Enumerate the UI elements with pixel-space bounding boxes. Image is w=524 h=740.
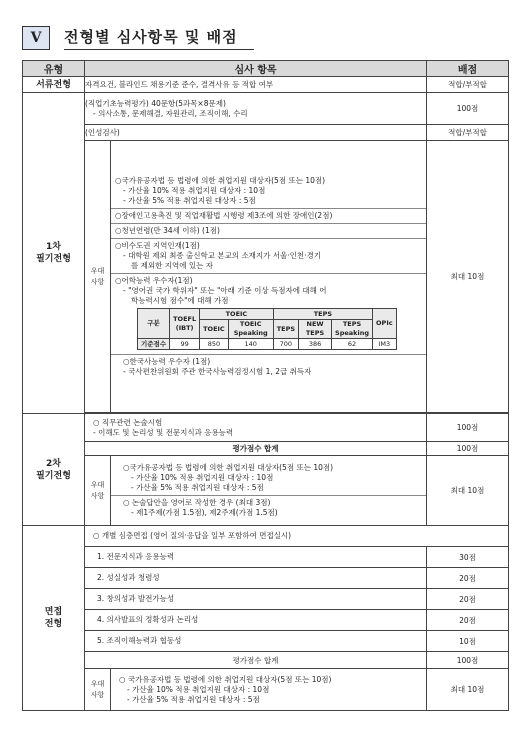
written1-pref-list — [111, 141, 427, 413]
doc-criteria: 자격요건, 블라인드 채용기준 준수, 결격사유 등 적합 여부 — [85, 77, 427, 93]
lang-r-toeic-s: 140 — [228, 339, 273, 350]
lang-h-toefl: TOEFL (IBT) — [170, 309, 200, 339]
pref-line: ○비수도권 지역인재(1점) — [115, 241, 200, 250]
written2-total-label: 평가점수 합계 — [85, 442, 427, 456]
written1-pref-score: 최대 10점 — [427, 141, 509, 413]
essay-line: ○ 직무관련 논술시험 — [93, 417, 163, 427]
interview-pref-label: 우대 사항 — [85, 669, 111, 711]
lang-h-opic: OPIc — [373, 309, 397, 339]
lang-r-teps: 700 — [273, 339, 298, 350]
lang-h-teps: TEPS — [273, 309, 372, 320]
essay-line: - 이해도 및 논리성 및 전문지식과 응용능력 — [93, 427, 234, 437]
written1-personality-score: 적합/부적합 — [427, 125, 509, 141]
doc-stage-label: 서류전형 — [23, 77, 85, 93]
written1-pref-veteran — [111, 174, 426, 209]
pref-line: - 가산율 5% 적용 취업지원 대상자 : 5점 — [131, 483, 264, 492]
interview-total-label: 평가점수 합계 — [85, 652, 427, 669]
written1-stage-label: 1차 필기전형 — [23, 93, 85, 414]
lang-h-toeic: TOEIC — [200, 309, 274, 320]
pref-line: - 가산율 10% 적용 취업지원 대상자 : 10점 — [127, 684, 270, 694]
written1-pref-disabled: ○장애인고용촉진 및 직업재활법 시행령 제3조에 의한 장애인(2점) — [111, 209, 426, 224]
written1-personality: (인성검사) — [85, 125, 427, 141]
written1-pref-youth: ○청년연령(만 34세 이하) (1점) — [111, 224, 426, 239]
lang-r-opic: IM3 — [373, 339, 397, 350]
lang-h-gubun: 구분 — [138, 309, 170, 339]
interview-item-score: 20점 — [427, 610, 509, 631]
pref-line: 학능력시험 점수"에 대해 가점 — [131, 296, 229, 305]
pref-line: - 가산율 10% 적용 취업지원 대상자 : 10점 — [123, 186, 266, 195]
pref-line: - 대학원 제외 최종 출신학교 본교의 소재지가 서울·인천·경기 — [123, 251, 322, 260]
interview-item: 5. 조직이해능력과 협동성 — [85, 631, 427, 652]
interview-pref-score: 최대 10점 — [427, 669, 509, 711]
pref-line: ○어학능력 우수자(1점) — [115, 276, 193, 285]
col-header-score: 배점 — [427, 61, 509, 77]
pref-line: ○국가유공자법 등 법령에 의한 취업지원 대상자(5점 또는 10점) — [123, 463, 334, 472]
col-header-type: 유형 — [23, 61, 85, 77]
pref-line: - 가산율 10% 적용 취업지원 대상자 : 10점 — [131, 473, 274, 482]
written2-stage-label: 2차 필기전형 — [23, 414, 85, 526]
written2-pref-list — [111, 456, 427, 526]
interview-intro: ○ 개별 심층면접 (영어 질의·응답을 일부 포함하여 면접실시) — [85, 526, 509, 547]
interview-item: 3. 창의성과 발전가능성 — [85, 589, 427, 610]
written1-test-line2: - 의사소통, 문제해결, 자원관리, 조직이해, 수리 — [93, 108, 248, 118]
interview-item: 4. 의사발표의 정확성과 논리성 — [85, 610, 427, 631]
written2-pref-english — [111, 496, 426, 520]
interview-item: 2. 성실성과 청렴성 — [85, 568, 427, 589]
written2-pref-label: 우대 사항 — [85, 456, 111, 526]
written1-pref-history — [111, 355, 426, 379]
lang-r-toeic: 850 — [200, 339, 229, 350]
interview-pref-veteran — [111, 669, 427, 711]
written1-test-line1: (직업기초능력평가) 40문항(5과목×8문제) — [85, 98, 226, 108]
pref-line: ○국가유공자법 등 법령에 의한 취업지원 대상자(5점 또는 10점) — [115, 176, 326, 185]
interview-item: 1. 전문지식과 응용능력 — [85, 547, 427, 568]
section-header — [22, 26, 254, 50]
pref-line: - 국사편찬위원회 주관 한국사능력검정시험 1, 2급 취득자 — [123, 367, 312, 376]
interview-item-score: 20점 — [427, 568, 509, 589]
written1-pref-label: 우대 사항 — [85, 141, 111, 413]
interview-stage-label: 면접 전형 — [23, 526, 85, 711]
lang-h-teps-a: TEPS — [273, 320, 298, 339]
lang-r-newteps: 386 — [299, 339, 332, 350]
lang-h-toeic-b: TOEIC Speaking — [228, 320, 273, 339]
pref-line: - 가산율 5% 적용 취업지원 대상자 : 5점 — [127, 694, 260, 704]
written2-total-score: 100점 — [427, 442, 509, 456]
lang-h-toeic-a: TOEIC — [200, 320, 229, 339]
section-number-box: Ⅴ — [22, 26, 50, 50]
pref-line: ○ 논술답안을 영어로 작성한 경우 (최대 3점) — [123, 498, 271, 507]
written1-pref-language — [111, 274, 426, 355]
lang-r-label: 기준점수 — [138, 339, 170, 350]
written2-pref-score: 최대 10점 — [427, 456, 509, 526]
interview-total-score: 100점 — [427, 652, 509, 669]
pref-line: ○ 국가유공자법 등 법령에 의한 취업지원 대상자(5점 또는 10점) — [119, 674, 332, 684]
lang-r-toefl: 99 — [170, 339, 200, 350]
written2-essay — [85, 414, 427, 442]
interview-item-score: 30점 — [427, 547, 509, 568]
evaluation-table — [22, 60, 509, 711]
written1-aptitude-test — [85, 93, 427, 125]
interview-item-score: 10점 — [427, 631, 509, 652]
section-title: 전형별 심사항목 및 배점 — [64, 26, 254, 50]
written1-test-score: 100점 — [427, 93, 509, 125]
interview-item-score: 20점 — [427, 589, 509, 610]
pref-line: - "영어권 국가 학위자" 또는 "아래 기준 이상 득점자에 대해 어 — [123, 286, 327, 295]
written2-pref-veteran — [111, 461, 426, 496]
pref-line: - 제1주제(가점 1.5점), 제2주제(가점 1.5점) — [131, 508, 278, 517]
written1-pref-regional — [111, 239, 426, 274]
written2-essay-score: 100점 — [427, 414, 509, 442]
pref-line: - 가산율 5% 적용 취업지원 대상자 : 5점 — [123, 196, 256, 205]
lang-h-teps-b: NEW TEPS — [299, 320, 332, 339]
col-header-items: 심사 항목 — [85, 61, 427, 77]
lang-r-teps-s: 62 — [332, 339, 373, 350]
doc-score: 적합/부적합 — [427, 77, 509, 93]
language-score-table — [137, 308, 397, 350]
pref-line: ○한국사능력 우수자 (1점) — [123, 357, 211, 366]
pref-line: 를 제외한 지역에 있는 자 — [131, 261, 213, 270]
lang-h-teps-c: TEPS Speaking — [332, 320, 373, 339]
